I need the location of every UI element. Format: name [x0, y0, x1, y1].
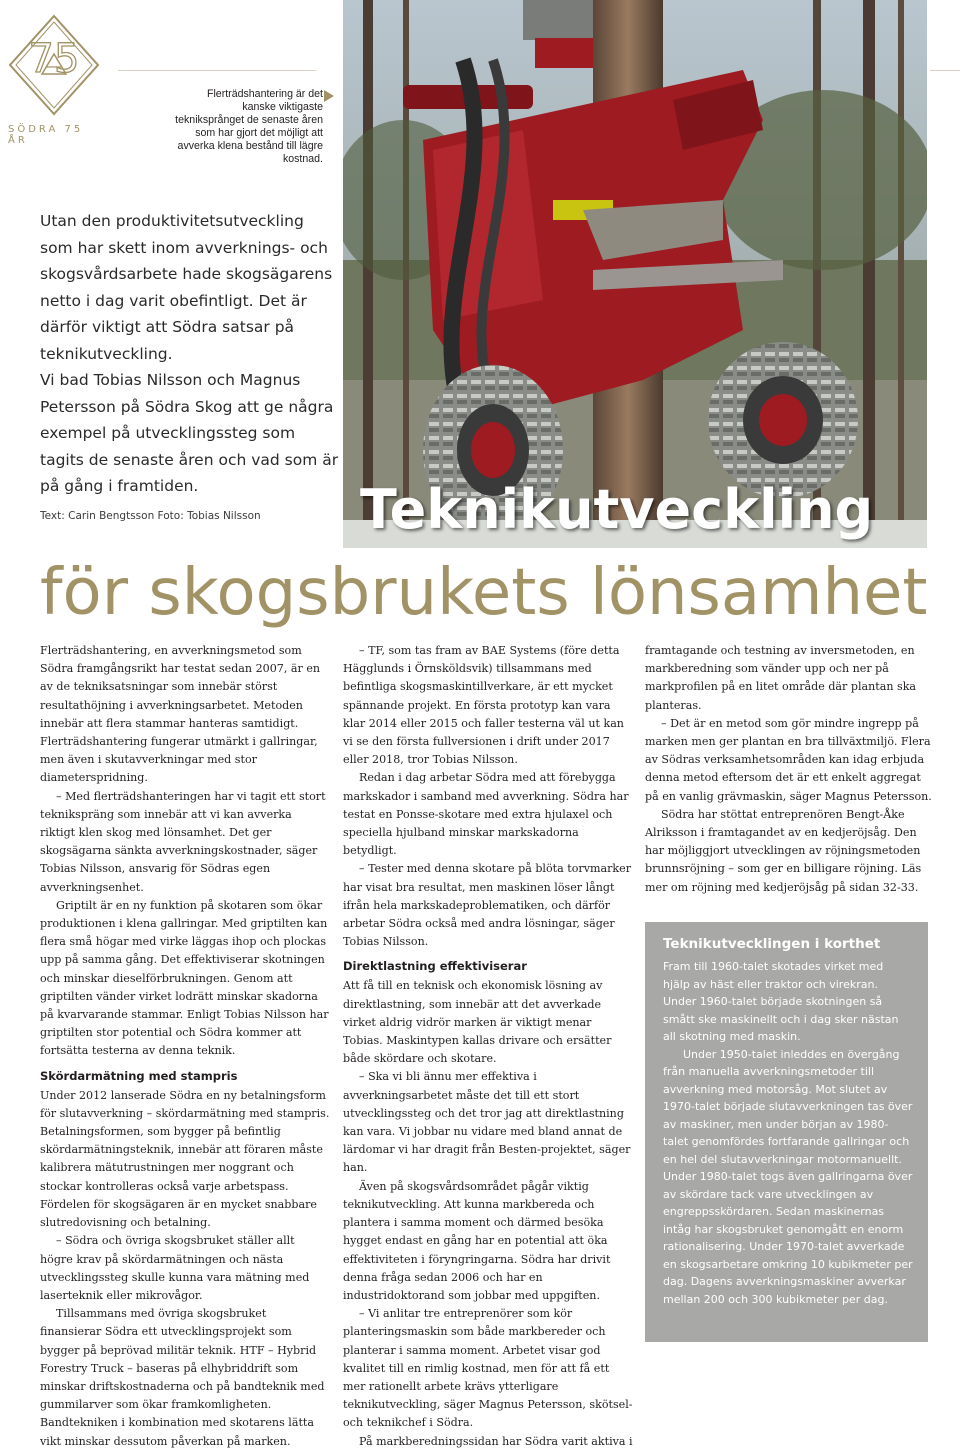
col2-paragraph: Även på skogsvårdsområdet pågår viktig teknikutveckling. Att kunna markbereda och plantera i samma moment och därmed besöka hygget endast en gång har en potential att öka effektiviteten i föryngringarna. Södra har drivit denna fråga sedan 2006 och har en industridoktorand som jobbar med uppgiften. [343, 1179, 611, 1302]
col1-paragraph: – Södra och övriga skogsbruket ställer allt högre krav på skördarmätningen och nästa utvecklingssteg skulle kunna vara mätning med laserteknik eller mikrovågor. [40, 1234, 310, 1302]
fact-box-body [663, 958, 913, 1308]
col1-subheading: Skördarmätning med stampris [40, 1068, 238, 1083]
col1-paragraph: Griptilt är en ny funktion på skotaren som ökar produktionen i klena gallringar. Med griptilten kan flera små högar med virke läggas ihop och plockas upp på samma gång. Det effektiviserar skotningen och minskar dieselförbrukningen. Genom att griptilten vänder virket lodrätt minskar skadorna på kvarvarande stammar. Enligt Tobias Nilsson har griptilten stor potential och Södra kommer att fortsätta testerna av denna teknik. [40, 898, 329, 1058]
col1-paragraph: Flerträdshantering, en avverkningsmetod som Södra framgångsrikt har testat sedan 2007, är en av de tekniksatsningar som innebär störst resultathöjning i avverkningsarbetet. Metoden innebär att flera stammar hanteras samtidigt. Flerträdshantering fungerar utmärkt i gallringar, men även i skutavverkningar med stor diameterspridning. [40, 644, 321, 785]
body-column-2 [343, 642, 633, 1451]
caption-arrow-icon [324, 90, 334, 102]
harvester-photo [343, 0, 927, 548]
logo-label: SÖDRA 75 ÅR [8, 124, 84, 146]
byline: Text: Carin Bengtsson Foto: Tobias Nilsson [40, 510, 261, 522]
harvester-head-illustration [343, 0, 927, 548]
body-column-1 [40, 642, 330, 1451]
photo-caption: Flerträdshantering är det kanske viktigaste tekniksprånget de senaste åren som har gjort det möjligt att avverka klena bestånd till lägre kostnad. [175, 88, 323, 165]
intro-paragraph-1: Utan den produktivitetsutveckling som har skett inom avverknings- och skogsvårdsarbete hade skogsägarens netto i dag varit obefintligt. Det är därför viktigt att Södra satsar på teknikutveckling. [40, 212, 333, 363]
col3-paragraph: – Det är en metod som gör mindre ingrepp på marken men ger plantan en bra tillväxtmiljö. Flera av Södras verksamhetsområden kan idag erbjuda denna metod eftersom det är ett enkelt aggregat på en vanlig grävmaskin, säger Magnus Petersson. [645, 716, 932, 803]
col2-paragraph: Redan i dag arbetar Södra med att förebygga markskador i samband med avverkning. Södra har testat en Ponsse-skotare med extra hjulaxel och speciella hjulband minskar markskadorna betydligt. [343, 771, 629, 858]
fact-box-paragraph: Fram till 1960-talet skotades virket med hjälp av häst eller traktor och virekran. Under 1960-talet började skotningen så smått ske maskinellt och i dag sker nästan all skotning med maskin. [663, 960, 899, 1043]
body-column-3 [645, 642, 935, 897]
col1-paragraph: Tillsammans med övriga skogsbruket finansierar Södra ett utvecklingsprojekt som bygger på beprövad militär teknik. HTF – Hybrid Forestry Truck – baseras på elhybriddrift som minskar driftskostnaderna och på bandteknik med gummilarver som ökar framkomligheten. Bandtekniken i kombination med skotarens lätta vikt minskar dessutom påverkan på marken. [40, 1307, 325, 1448]
col3-paragraph: framtagande och testning av inversmetoden, en markberedning som vänder upp och ner på markprofilen på en litet område där plantan ska planteras. [645, 644, 917, 712]
header-rule [118, 70, 316, 71]
fact-box-title: Teknikutvecklingen i korthet [663, 936, 881, 952]
col2-subheading: Direktlastning effektiviserar [343, 959, 527, 974]
fact-box-paragraph: Under 1950-talet inleddes en övergång från manuella avverkningsmetoder till avverkning med motorsåg. Mot slutet av 1970-talet började slutavverkningen tas över av maskiner, men under början av 1980-talet genomfördes fortfarande gallringar och en hel del slutavverkningar motormanuellt. Under 1980-talet togs även gallringarna över av skördare tack vare utvecklingen av engreppsskördaren. Sedan maskinernas intåg har skogsbruket genomgått en enorm rationalisering. Under 1970-talet avverkade en skogsarbetare omkring 10 kubikmeter per dag. Dagens avverkningsmaskiner avverkar mellan 200 och 300 kubikmeter per dag. [663, 1047, 913, 1306]
fact-box [645, 922, 928, 1342]
col2-paragraph: – Tester med denna skotare på blöta torvmarker har visat bra resultat, men maskinen löser långt ifrån hela markskadeproblematiken, och därför arbetar Södra också med andra lösningar, säger Tobias Nilsson. [343, 862, 631, 949]
col2-paragraph: Att få till en teknisk och ekonomisk lösning av direktlastning, som innebär att det avverkade virket aldrig vidrör marken är viktigt menar Tobias. Maskintypen kallas drivare och ersätter både skördare och skotare. [343, 979, 612, 1066]
col2-paragraph: – TF, som tas fram av BAE Systems (före detta Hägglunds i Örnsköldsvik) tillsammans med befintliga skogsmaskintillverkare, är ett mycket spännande projekt. En första prototyp kan vara klar 2014 eller 2015 och faller testerna väl ut kan vi se den första fullversionen i drift under 2017 eller 2018, tror Tobias Nilsson. [343, 644, 624, 767]
col1-paragraph: Under 2012 lanserade Södra en ny betalningsform för slutavverkning – skördarmätning med stampris. Betalningsformen, som bygger på befintlig skördarmätningsteknik, innebär att föraren måste kalibrera mätutrustningen mer noggrant och stockar kontrolleras också varje arbetspass. Fördelen för skogsägaren är en mycket snabbare slutredovisning och betalning. [40, 1088, 330, 1230]
col3-paragraph: Södra har stöttat entreprenören Bengt-Åke Alriksson i framtagandet av en kedjeröjsåg. Den har möjliggjort utvecklingen av röjningsmetoden brunnsröjning – som ger en billigare röjning. Läs mer om röjning med kedjeröjsåg på sidan 32-33. [645, 807, 922, 894]
anniversary-emblem-icon [4, 10, 104, 120]
col1-paragraph: – Med flerträdshanteringen har vi tagit ett stort teknikspräng som innebär att vi kan avverka riktigt klen skog med lönsamhet. Det ger skogsägarna sänkta avverkningskostnader, säger Tobias Nilsson, ansvarig för Södras egen avverkningsenhet. [40, 789, 326, 894]
intro-paragraph-2: Vi bad Tobias Nilsson och Magnus Petersson på Södra Skog att ge några exempel på utvecklingssteg som tagits de senaste åren och vad som är på gång i framtiden. [40, 371, 339, 495]
intro-text [40, 208, 340, 500]
sodra-75-logo [4, 10, 104, 146]
col2-paragraph: På markberedningssidan har Södra varit aktiva i [359, 1434, 633, 1448]
col2-paragraph: – Ska vi bli ännu mer effektiva i avverkningsarbetet måste det till ett stort utvecklingssteg och det tror jag att direktlastning kan vara. Vi jobbar nu vidare med bland annat de lärdomar vi har dragit från Besten-projektet, säger han. [343, 1070, 631, 1175]
header-rule-right [930, 70, 960, 71]
headline-sub: för skogsbrukets lönsamhet [40, 556, 928, 630]
emblem-number: 75 [28, 36, 80, 82]
col2-paragraph: – Vi anlitar tre entreprenörer som kör planteringsmaskin som både markbereder och planterar i samma moment. Arbetet visar god kvalitet till en rimlig kostnad, men för att få ett mer rationellt arbete krävs ytterligare teknikutveckling, säger Magnus Petersson, skötsel-och teknikchef i Södra. [343, 1307, 633, 1430]
headline-main: Teknikutveckling [360, 478, 874, 541]
